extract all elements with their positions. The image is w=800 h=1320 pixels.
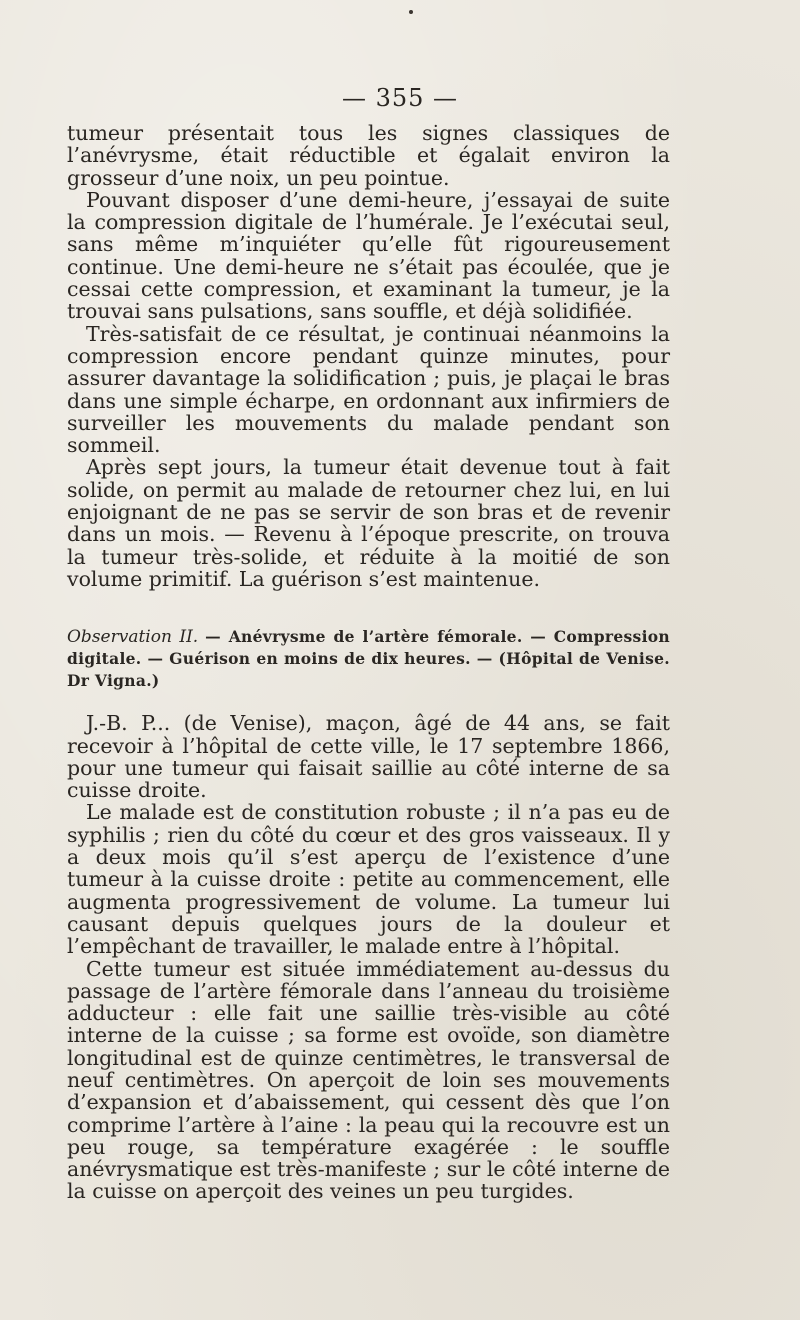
page-number: — 355 — xyxy=(341,84,459,112)
paragraph-5: J.-B. P... (de Venise), maçon, âgé de 44 ans, se fait recevoir à l’hôpital de cette ville, le 17 septembre 1866, pour une tumeur qui faisait saillie au côté interne de sa cuisse droite. xyxy=(67,711,670,803)
paragraph-6: Le malade est de constitution robuste ; il n’a pas eu de syphilis ; rien du côté du cœur et des gros vaisseaux. Il y a deux mois qu’il s’est aperçu de l’existence d’une tumeur à la cuisse droite : petite au commencement, elle augmenta progressivement de volume. La tumeur lui causant depuis quelques jours de la douleur et l’empêchant de travailler, le malade entre à l’hôpital. xyxy=(67,800,670,959)
paragraph-2: Pouvant disposer d’une demi-heure, j’essayai de suite la compression digitale de l’humérale. Je l’exécutai seul, sans même m’inquiéter qu’elle fût rigoureusement continue. Une demi-heure ne s’était pas écoulée, que je cessai cette compression, et examinant la tumeur, je la trouvai sans pulsations, sans souffle, et déjà solidifiée. xyxy=(67,187,670,324)
observation-heading xyxy=(67,626,670,692)
ink-speck xyxy=(409,10,413,14)
observation-label: Observation II. xyxy=(67,627,199,648)
paragraph-1: tumeur présentait tous les signes classiques de l’anévrysme, était réductible et égalait environ la grosseur d’une noix, un peu pointue. xyxy=(67,121,670,190)
paragraph-4: Après sept jours, la tumeur était devenue tout à fait solide, on permit au malade de retourner chez lui, en lui enjoignant de ne pas se servir de son bras et de revenir dans un mois. — Revenu à l’époque prescrite, on trouva la tumeur très-solide, et réduite à la moitié de son volume primitif. La guérison s’est maintenue. xyxy=(67,455,670,591)
observation-title: — Anévrysme de l’artère fémorale. — Compression digitale. — Guérison en moins de dix heures. — (Hôpital de Venise. Dr Vigna.) xyxy=(67,627,670,691)
paragraph-7: Cette tumeur est située immédiatement au-dessus du passage de l’artère fémorale dans l’anneau du troisième adducteur : elle fait une saillie très-visible au côté interne de la cuisse ; sa forme est ovoïde, son diamètre longitudinal est de quinze centimètres, le transversal de neuf centimètres. On aperçoit de loin ses mouvements d’expansion et d’abaissement, qui cessent dès que l’on comprime l’artère à l’aine : la peau qui la recouvre est un peu rouge, sa température exagérée : le souffle anévrysmatique est très-manifeste ; sur le côté interne de la cuisse on aperçoit des veines un peu turgides. xyxy=(67,956,670,1204)
text-column xyxy=(67,122,670,1203)
paragraph-3: Très-satisfait de ce résultat, je continuai néanmoins la compression encore pendant quinze minutes, pour assurer davantage la solidification ; puis, je plaçai le bras dans une simple écharpe, en ordonnant aux infirmiers de surveiller les mouvements du malade pendant son sommeil. xyxy=(67,321,670,458)
